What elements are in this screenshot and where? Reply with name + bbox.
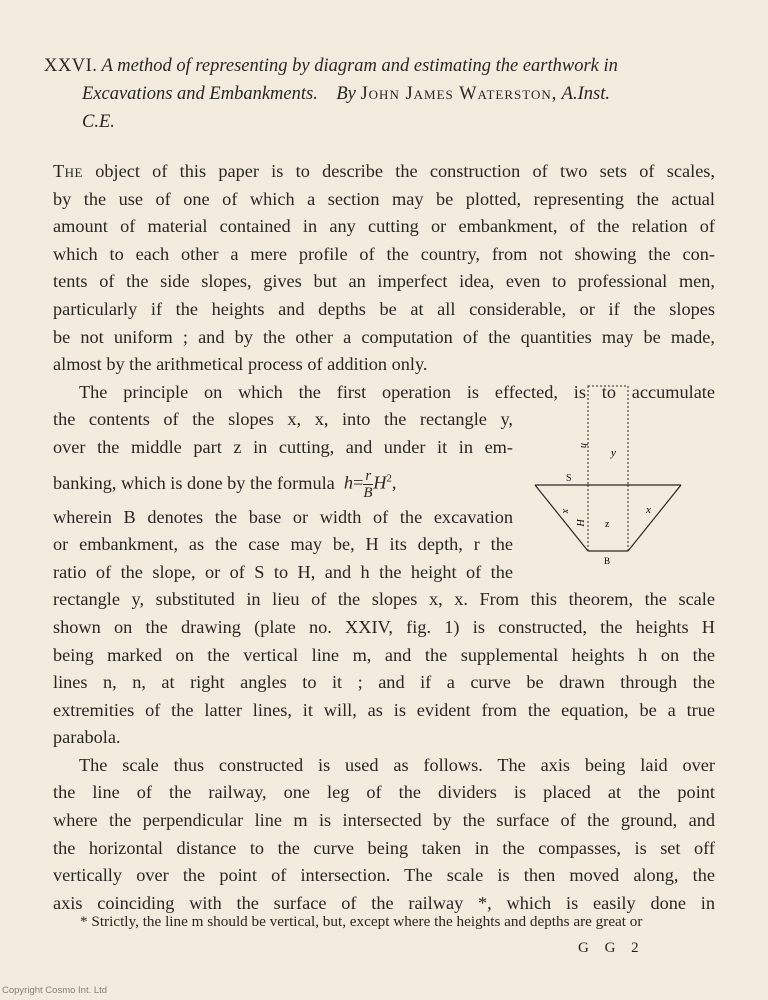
formula-num: r: [365, 467, 372, 484]
p1-line: by the use of one of which a section may be plotted, representing the actual: [53, 188, 715, 209]
p2-line: over the middle part z in cutting, and under it in em-: [53, 436, 513, 457]
label-x-right: x: [646, 504, 651, 516]
label-x-left: x: [560, 509, 571, 514]
p2-line: or embankment, as the case may be, H its depth, r the: [53, 534, 513, 555]
p3-line: the horizontal distance to the curve being taken in the compasses, is set off: [53, 837, 715, 858]
paragraph-1: [53, 158, 715, 379]
p3-line: the line of the railway, one leg of the dividers is placed at the point: [53, 782, 715, 803]
title-line-2: Excavations and Embankments.: [82, 84, 318, 104]
formula-tail: ,: [391, 472, 397, 493]
p1-line: tents of the side slopes, gives but an imperfect idea, even to professional men,: [53, 271, 715, 292]
formula-fraction: [363, 468, 373, 501]
p3-line: where the perpendicular line m is intersected by the surface of the ground, and: [53, 810, 715, 831]
p2-line: wherein B denotes the base or width of the excavation: [53, 506, 513, 527]
label-y: y: [611, 447, 616, 459]
p3-line: vertically over the point of intersection. The scale is then moved along, the: [53, 865, 715, 886]
label-s: S: [566, 473, 572, 484]
author-name: John James Waterston,: [360, 84, 558, 104]
right-slope: [628, 485, 681, 551]
credential-a: A.Inst.: [561, 84, 610, 104]
formula-den: B: [363, 484, 373, 501]
p2-line: extremities of the latter lines, it will, as is evident from the equation, be a true: [53, 699, 715, 720]
article-title: [44, 52, 734, 136]
p1-line: almost by the arithmetical process of addition only.: [53, 354, 428, 375]
p2-line: rectangle y, substituted in lieu of the slopes x, x. From this theorem, the scale: [53, 589, 715, 610]
p3-line: The scale thus constructed is used as follows. The axis being laid over: [79, 754, 715, 775]
p2-line: banking, which is done by the formula: [53, 472, 335, 493]
p2-line: lines n, n, at right angles to it ; and if a curve be drawn through the: [53, 672, 715, 693]
p2-line: The principle on which the first operation is effected, is to accumulate: [79, 381, 715, 402]
p2-line: being marked on the vertical line m, and the supplemental heights h on the: [53, 644, 715, 665]
credential-b: C.E.: [82, 112, 115, 132]
paragraph-3: [53, 752, 715, 918]
footnote: * Strictly, the line m should be vertical, but, except where the heights and depths are great or: [80, 913, 643, 930]
label-h-cap: H: [574, 519, 585, 527]
formula-eq: =: [353, 472, 364, 493]
cross-section-figure: [533, 381, 683, 567]
p1-line: amount of material contained in any cutting or embankment, of the relation of: [53, 216, 715, 237]
label-b: B: [604, 556, 611, 566]
p2-line: parabola.: [53, 727, 121, 748]
p1-line: object of this paper is to describe the construction of two sets of scales,: [95, 161, 715, 181]
title-line-1: A method of representing by diagram and estimating the earthwork in: [101, 56, 618, 76]
signature-mark: G G 2: [578, 940, 645, 956]
label-h: h: [578, 443, 589, 448]
p1-line: be not uniform ; and by the other a computation of the quantities may be made,: [53, 326, 715, 347]
formula-var: H: [373, 472, 387, 493]
p2-formula-line: [53, 462, 513, 504]
formula-exp: 2: [386, 472, 392, 485]
lead-word: The: [53, 161, 83, 181]
p2-line: the contents of the slopes x, x, into the rectangle y,: [53, 409, 513, 430]
p3-line: axis coinciding with the surface of the railway *, which is easily done in: [53, 892, 715, 913]
formula-lhs: h: [343, 472, 354, 493]
by-word: By: [336, 84, 356, 104]
copyright-watermark: Copyright Cosmo Int. Ltd: [2, 985, 108, 996]
left-slope: [535, 485, 588, 551]
p2-line: shown on the drawing (plate no. XXIV, fig. 1) is constructed, the heights H: [53, 616, 715, 637]
p1-line: particularly if the heights and depths be at all considerable, or if the slopes: [53, 298, 715, 319]
formula: [344, 468, 397, 501]
p1-line: which to each other a mere profile of the country, from not showing the con-: [53, 243, 715, 264]
article-number: XXVI.: [44, 56, 98, 76]
rectangle-y: [588, 386, 628, 485]
label-z: z: [605, 519, 610, 530]
p2-line: ratio of the slope, or of S to H, and h the height of the: [53, 561, 513, 582]
